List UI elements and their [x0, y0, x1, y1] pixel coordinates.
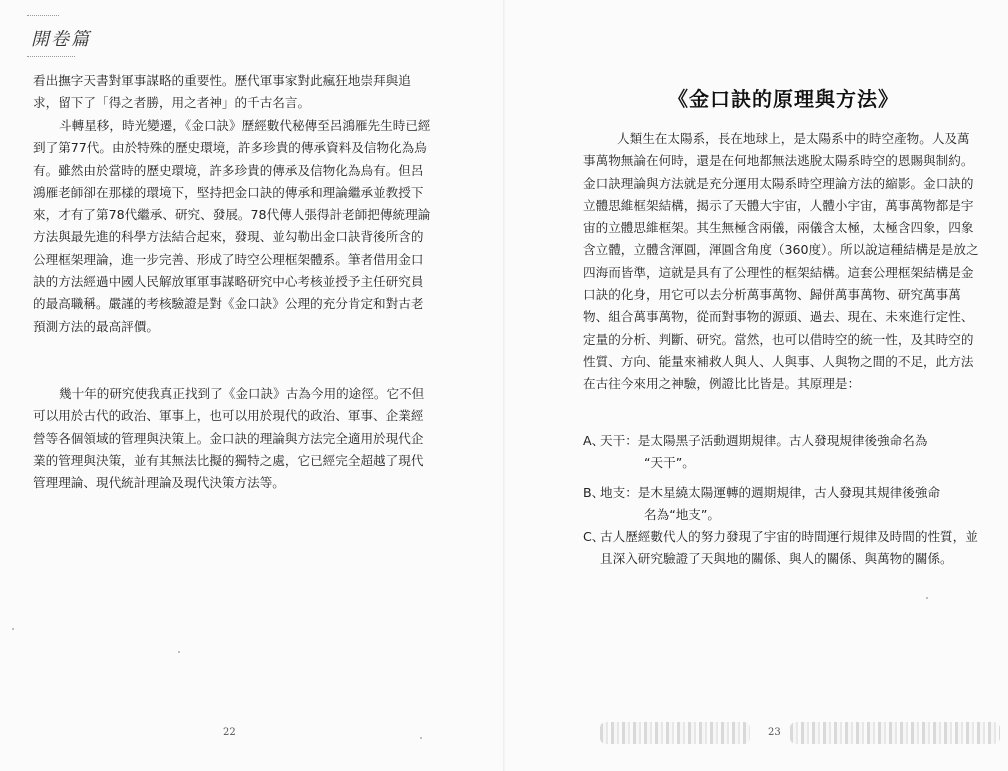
scan-speck	[926, 597, 928, 599]
list-text: 古人歷經數代人的努力發現了宇宙的時間運行規律及時間的性質，並且深入研究驗證了天與地的關係、與人的關係、與萬物的關係。	[600, 529, 978, 567]
list-text: 天干：是太陽黑子活動週期規律。古人發現規律後強命名為	[600, 433, 928, 448]
list-text-continued: 名為“地支”。	[644, 507, 721, 523]
list-item-c	[583, 526, 981, 571]
chapter-header-mark: 開卷篇	[31, 25, 91, 51]
right-intro-paragraph: 人類生在太陽系，長在地球上，是太陽系中的時空產物。人及萬事萬物無論在何時，還是在何地都無法逃脫太陽系時空的恩賜與制約。金口訣理論與方法就是充分運用太陽系時空理論方法的縮影。金口訣的立體思維框架結構，揭示了天體大宇宙，人體小宇宙，萬事萬物都是宇宙的立體思維框架。其生無極含兩儀，兩儀含太極，太極含四象，四象含立體，立體含渾圓，渾圓含角度（360度）。所以說這種結構是是放之四海而皆準，這就是具有了公理性的框架結構。這套公理框架結構是金口訣的化身，用它可以去分析萬事萬物、歸併萬事萬物、研究萬事萬物、組合萬事萬物，從而對事物的源頭、過去、現在、未來進行定性、定量的分析、判斷、研究。當然，也可以借時空的統一性，及其時空的性質、方向、能量來補救人與人、人與事、人與物之間的不足，此方法在古往今來用之神驗，例證比比皆是。其原理是：	[583, 131, 979, 392]
list-letter: B、	[583, 485, 605, 500]
list-item-a	[583, 430, 981, 475]
scan-noise-band	[790, 722, 1000, 744]
list-letter: C、	[583, 529, 605, 544]
list-item-b	[583, 482, 981, 527]
section-title: 《金口訣的原理與方法》	[668, 87, 899, 111]
scan-speck	[420, 737, 422, 739]
left-paragraph-1: 看出撫字天書對軍事謀略的重要性。歷代軍事家對此瘋狂地崇拜與追求，留下了「得之者勝，用之者神」的千古名言。	[33, 73, 411, 111]
list-text-continued: “天干”。	[644, 455, 695, 471]
page-number-right: 23	[768, 727, 781, 738]
list-letter: A、	[583, 433, 605, 448]
left-paragraph-3: 幾十年的研究使我真正找到了《金口訣》古為今用的途徑。它不但可以用於古代的政治、軍事上，也可以用於現代的政治、軍事、企業經營等各個領域的管理與決策上。金口訣的理論與方法完全適用於現代企業的管理與決策，並有其無法比擬的獨特之處，它已經完全超越了現代管理理論、現代統計理論及現代決策方法等。	[33, 386, 425, 491]
page-number-left: 22	[223, 727, 236, 738]
scan-speck	[12, 628, 14, 630]
scan-noise-band	[600, 722, 750, 744]
left-paragraph-2: 斗轉星移，時光變遷，《金口訣》歷經數代秘傳至呂鴻雁先生時已經到了第77代。由於特殊的歷史環境，許多珍貴的傳承資料及信物化為烏有。雖然由於當時的歷史環境，許多珍貴的傳承及信物化為烏有。但呂鴻雁老師卻在那樣的環境下，堅持把金口訣的傳承和理論繼承並教授下來，才有了第78代繼承、研究、發展。78代傳人張得計老師把傳統理論方法與最先進的科學方法結合起來，發現、並勾勒出金口訣背後所含的公理框架理論，進一步完善、形成了時空公理框架體系。筆者借用金口訣的方法經過中國人民解放軍軍事謀略研究中心考核並授予主任研究員的最高職稱。嚴謹的考核驗證是對《金口訣》公理的充分肯定和對古老預測方法的最高評價。	[33, 118, 431, 334]
scan-speck	[178, 651, 180, 653]
list-text: 地支：是木星繞太陽運轉的週期規律，古人發現其規律後強命	[600, 485, 941, 500]
